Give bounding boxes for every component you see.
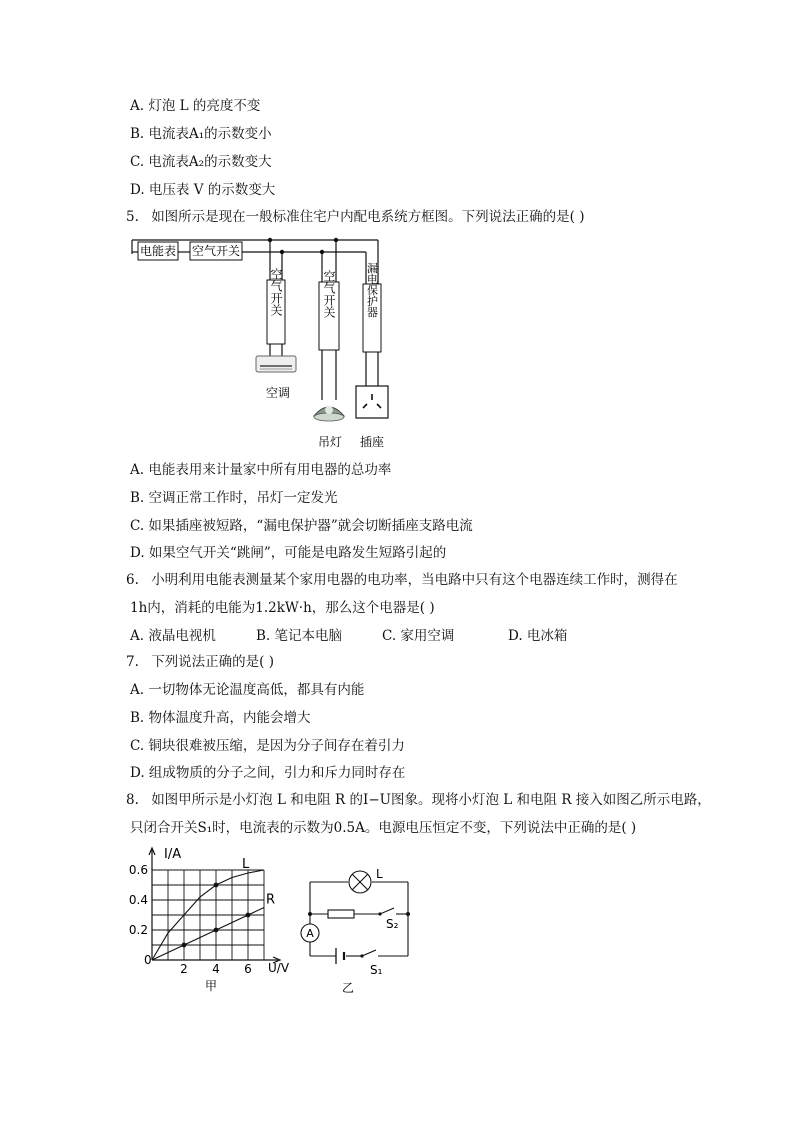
q7-number: 7. [126,654,139,670]
series-R-point [246,913,251,918]
pendant-lamp-icon [314,406,344,421]
x-tick-label: 4 [212,962,220,976]
socket-icon [356,386,388,418]
q5-number: 5. [126,209,139,225]
x-tick-label: 2 [180,962,188,976]
series-L-point [214,883,219,888]
q5-option-b: B. 空调正常工作时，吊灯一定发光 [130,490,338,506]
graph-x-axis-label: U/V [268,961,290,975]
resistor-symbol [328,910,354,918]
q6-option-b: B. 笔记本电脑 [256,628,343,644]
series-R-point [214,928,219,933]
q7-stem-text: 下列说法正确的是( ) [151,654,275,670]
series-L-label: L [242,857,250,872]
circuit-switch-2-label: S₂ [386,917,399,931]
graph-y-axis-label: I/A [164,847,182,862]
q8-stem-line2: 只闭合开关S₁时，电流表的示数为0.5A。电源电压恒定不变，下列说法中正确的是( ) [130,820,637,836]
graph-series [152,857,275,960]
q4-option-c: C. 电流表A₂的示数变大 [130,154,272,170]
q8-stem-line1: 如图甲所示是小灯泡 L 和电阻 R 的I−U图象。现将小灯泡 L 和电阻 R 接入如图乙所示电路， [151,792,711,808]
q6-options [130,627,650,645]
q7-option-c: C. 铜块很难被压缩，是因为分子间存在着引力 [130,738,405,754]
q6-option-c: C. 家用空调 [382,628,455,644]
q7-stem [126,653,274,671]
branch-switch-2-label: 空气开关 [322,270,336,318]
y-tick-label: 0.6 [128,863,148,877]
q7-option-b: B. 物体温度升高，内能会增大 [130,710,311,726]
q7-option-a: A. 一切物体无论温度高低，都具有内能 [130,682,365,698]
q5-stem [126,208,585,226]
q6-stem [126,571,678,589]
q6-option-d: D. 电冰箱 [508,628,568,644]
circuit-lamp-label: L [376,867,383,881]
main-switch-label: 空气开关 [191,244,241,258]
q6-stem-line2: 1h内，消耗的电能为1.2kW·h，那么这个电器是( ) [130,600,435,616]
y-tick-label: 0.4 [128,893,148,907]
q8-stem [126,791,711,809]
q4-option-a: A. 灯泡 L 的亮度不变 [130,98,261,114]
iu-graph [128,842,311,997]
x-tick-label: 6 [244,962,252,976]
leak-protector-label: 漏电保护器 [365,262,379,318]
q6-option-a: A. 液晶电视机 [130,628,216,644]
graph-origin-label: 0 [144,953,152,967]
q5-option-a: A. 电能表用来计量家中所有用电器的总功率 [130,462,392,478]
q5-option-c: C. 如果插座被短路，“漏电保护器”就会切断插座支路电流 [130,518,473,534]
q5-distribution-diagram [130,232,400,457]
q8-number: 8. [126,792,139,808]
air-conditioner-label: 空调 [265,386,291,400]
meter-label: 电能表 [139,244,177,258]
q5-stem-text: 如图所示是现在一般标准住宅户内配电系统方框图。下列说法正确的是( ) [151,209,585,225]
battery-symbol [336,948,344,964]
circuit-ammeter-label: A [306,927,314,940]
series-R-label: R [266,892,276,908]
q4-option-b: B. 电流表A₁的示数变小 [130,126,272,142]
branch-switch-1-label: 空气开关 [269,268,283,316]
air-conditioner-icon [256,356,296,372]
graph-caption: 甲 [204,979,218,993]
q6-number: 6. [126,572,139,588]
circuit-caption: 乙 [341,981,355,995]
q7-option-d: D. 组成物质的分子之间，引力和斥力同时存在 [130,765,406,781]
q5-option-d: D. 如果空气开关“跳闸”，可能是电路发生短路引起的 [130,545,447,561]
circuit-diagram [296,858,416,998]
graph-axes [149,848,280,963]
pendant-lamp-label: 吊灯 [317,435,343,449]
q4-option-d: D. 电压表 V 的示数变大 [130,182,276,198]
lamp-symbol [349,871,371,893]
y-tick-label: 0.2 [128,923,148,937]
q6-stem-line1: 小明利用电能表测量某个家用电器的电功率，当电路中只有这个电器连续工作时，测得在 [151,572,678,588]
series-R-point [182,943,187,948]
socket-label: 插座 [359,435,385,449]
circuit-switch-1-label: S₁ [370,963,383,977]
